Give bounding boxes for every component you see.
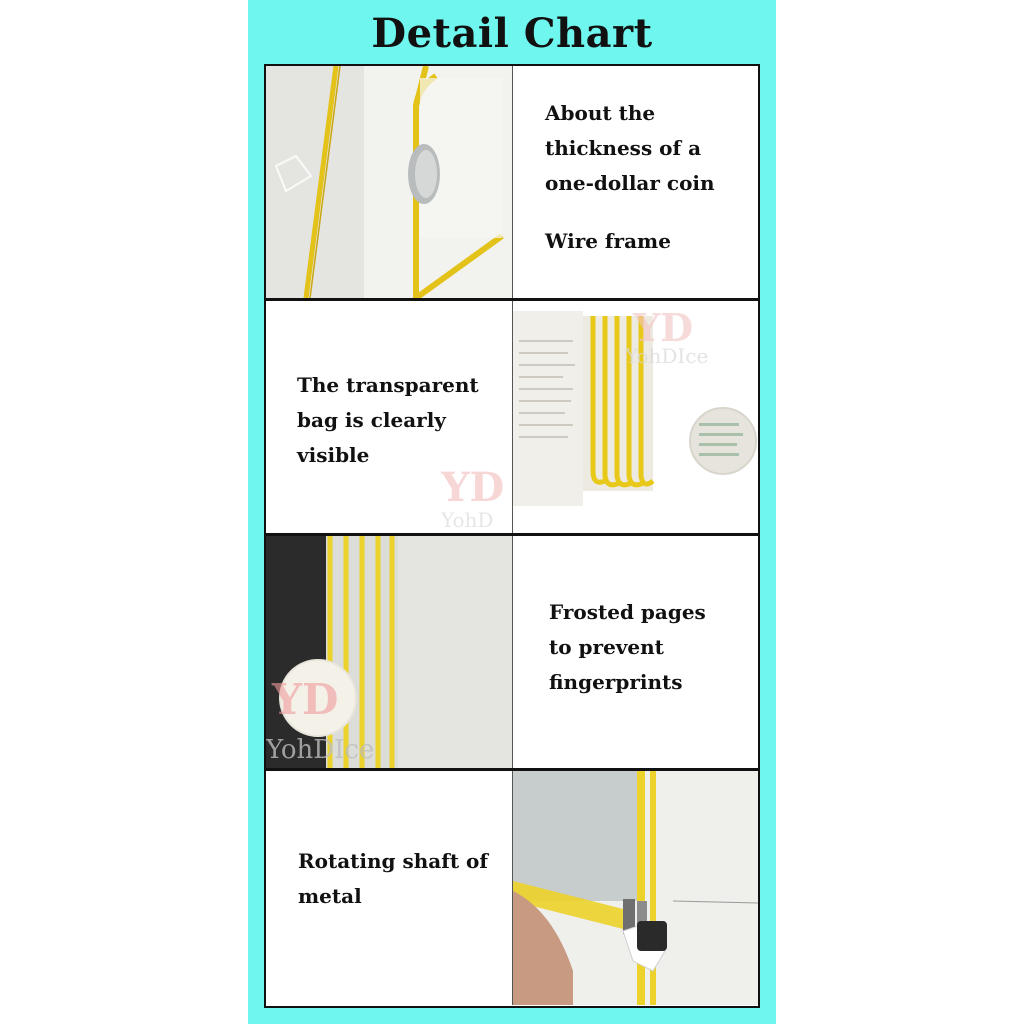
watermark-logo [441,461,512,531]
svg-text:YohDIce: YohDIce [266,735,375,765]
photo-frosted-pages [266,536,512,768]
frosted-pages-illustration [266,536,512,768]
rotating-shaft-illustration [513,771,758,1005]
caption-line: metal [298,884,362,908]
photo-transparent-bag [513,301,758,533]
photo-wire-frame-coin [266,66,512,298]
caption-line: fingerprints [549,670,683,694]
text-cell-rotating-shaft [266,771,512,1005]
svg-text:YohDIce: YohDIce [625,344,709,368]
svg-text:YD: YD [272,675,339,724]
caption-line: About the [545,101,656,125]
caption-line: The transparent [297,373,479,397]
caption-line: to prevent [549,635,664,659]
transparent-bag-illustration [513,301,758,533]
photo-rotating-shaft [513,771,758,1005]
caption-line: visible [297,443,370,467]
caption-line: Rotating shaft of [298,849,488,873]
text-cell-transparent [266,301,512,533]
caption-wire-frame: Wire frame [545,229,671,253]
caption-line: one-dollar coin [545,171,715,195]
text-cell-thickness [513,66,758,298]
svg-text:YD: YD [633,305,694,350]
svg-text:YohD: YohD [441,508,494,531]
svg-text:YD: YD [441,464,505,511]
caption-line: Frosted pages [549,600,706,624]
wire-frame-coin-illustration [266,66,512,298]
caption-line: thickness of a [545,136,702,160]
caption-line: bag is clearly [297,408,446,432]
text-cell-frosted [513,536,758,768]
page-title: Detail Chart [371,10,653,57]
